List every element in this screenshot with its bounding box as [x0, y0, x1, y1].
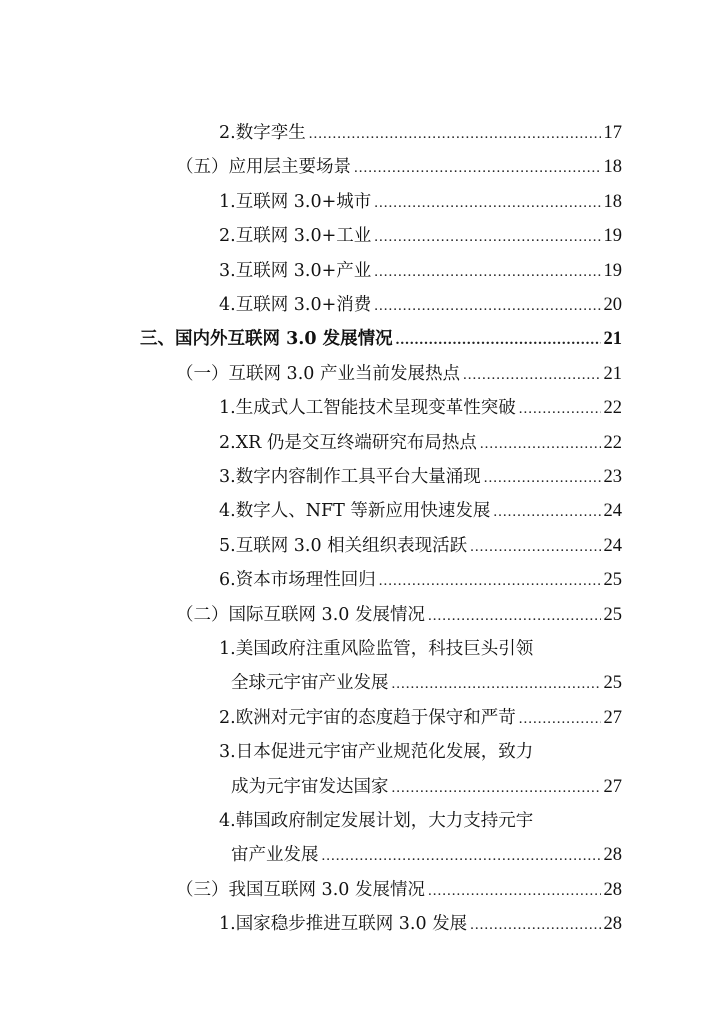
dot-leader: [519, 704, 601, 734]
toc-entry-title: 5.互联网 3.0 相关组织表现活跃: [219, 536, 468, 556]
toc-entry-page: 19: [603, 226, 622, 246]
dot-leader: [374, 188, 600, 218]
toc-entry-page: 17: [603, 123, 622, 143]
toc-entry-title: （一）互联网 3.0 产业当前发展热点: [176, 364, 460, 384]
dot-leader: [493, 497, 600, 527]
dot-leader: [374, 257, 600, 287]
toc-entry-title: 4.韩国政府制定发展计划，大力支持元宇: [219, 811, 534, 831]
toc-entry[interactable]: [219, 187, 622, 217]
toc-entry-title: 2.XR 仍是交互终端研究布局热点: [219, 433, 477, 453]
toc-entry-title: 成为元宇宙发达国家: [231, 777, 389, 797]
toc-entry-page: 28: [603, 880, 622, 900]
toc-entry[interactable]: [219, 428, 622, 458]
toc-entry[interactable]: [219, 290, 622, 320]
toc-entry[interactable]: [219, 393, 622, 423]
toc-entry-page: 24: [603, 536, 622, 556]
toc-entry-page: 25: [603, 570, 622, 590]
toc-entry-page: 21: [603, 364, 622, 384]
toc-entry-title: 全球元宇宙产业发展: [231, 673, 389, 693]
dot-leader: [309, 119, 601, 149]
toc-entry-title: 4.互联网 3.0+消费: [219, 295, 372, 315]
toc-entry-title: 三、国内外互联网 3.0 发展情况: [140, 329, 393, 349]
toc-entry-title: 4.数字人、NFT 等新应用快速发展: [219, 501, 491, 521]
toc-entry-page: 28: [603, 845, 622, 865]
toc-entry[interactable]: [176, 359, 622, 389]
dot-leader: [374, 291, 600, 321]
toc-entry-page: 27: [603, 708, 622, 728]
dot-leader: [379, 566, 601, 596]
toc-entry-page: 18: [603, 192, 622, 212]
toc-entry-title: 1.国家稳步推进互联网 3.0 发展: [219, 914, 468, 934]
dot-leader: [428, 601, 601, 631]
toc-entry-continuation[interactable]: [231, 840, 622, 870]
toc-entry[interactable]: [176, 152, 622, 182]
toc-entry[interactable]: [219, 496, 622, 526]
toc-entry-page: 19: [603, 261, 622, 281]
toc-entry-page: 24: [603, 501, 622, 521]
toc-entry[interactable]: [140, 324, 622, 354]
dot-leader: [392, 669, 601, 699]
toc-entry[interactable]: [176, 600, 622, 630]
toc-entry-page: 25: [603, 605, 622, 625]
toc-entry-page: 23: [603, 467, 622, 487]
toc-entry-page: 22: [603, 398, 622, 418]
toc-entry[interactable]: [219, 221, 622, 251]
dot-leader: [322, 841, 601, 871]
toc-entry-continuation[interactable]: [231, 668, 622, 698]
toc-entry-title: 宙产业发展: [231, 845, 319, 865]
toc-entry[interactable]: [219, 256, 622, 286]
toc-entry[interactable]: [219, 634, 622, 664]
dot-leader: [428, 876, 601, 906]
dot-leader: [470, 910, 600, 940]
toc-entry[interactable]: [176, 875, 622, 905]
dot-leader: [463, 360, 601, 390]
dot-leader: [480, 429, 601, 459]
toc-entry[interactable]: [219, 531, 622, 561]
toc-entry-title: （三）我国互联网 3.0 发展情况: [176, 880, 425, 900]
toc-entry-title: 2.数字孪生: [219, 123, 306, 143]
dot-leader: [374, 222, 600, 252]
toc-entry-title: （二）国际互联网 3.0 发展情况: [176, 605, 425, 625]
toc-entry[interactable]: [219, 909, 622, 939]
toc-entry-title: 1.生成式人工智能技术呈现变革性突破: [219, 398, 516, 418]
dot-leader: [392, 773, 601, 803]
toc-entry[interactable]: [219, 806, 622, 836]
toc-entry-title: 3.互联网 3.0+产业: [219, 261, 372, 281]
toc-entry-title: 3.日本促进元宇宙产业规范化发展，致力: [219, 742, 534, 762]
toc-entry-title: 1.互联网 3.0+城市: [219, 192, 372, 212]
toc-entry-page: 22: [603, 433, 622, 453]
dot-leader: [354, 153, 601, 183]
toc-entry[interactable]: [219, 737, 622, 767]
toc-entry-title: 1.美国政府注重风险监管，科技巨头引领: [219, 639, 534, 659]
dot-leader: [470, 532, 600, 562]
toc-entry[interactable]: [219, 462, 622, 492]
toc-entry-page: 20: [603, 295, 622, 315]
dot-leader: [519, 394, 601, 424]
toc-entry-title: （五）应用层主要场景: [176, 157, 351, 177]
toc-entry[interactable]: [219, 703, 622, 733]
toc-entry-title: 2.互联网 3.0+工业: [219, 226, 372, 246]
dot-leader: [396, 325, 601, 355]
toc-entry-title: 6.资本市场理性回归: [219, 570, 376, 590]
toc-entry[interactable]: [219, 118, 622, 148]
dot-leader: [484, 463, 601, 493]
toc-entry[interactable]: [219, 565, 622, 595]
toc-entry-continuation[interactable]: [231, 772, 622, 802]
toc-entry-page: 21: [603, 329, 622, 349]
toc-entry-page: 18: [603, 157, 622, 177]
toc-entry-page: 28: [603, 914, 622, 934]
toc-entry-title: 2.欧洲对元宇宙的态度趋于保守和严苛: [219, 708, 516, 728]
toc-entry-title: 3.数字内容制作工具平台大量涌现: [219, 467, 481, 487]
toc-entry-page: 25: [603, 673, 622, 693]
toc-entry-page: 27: [603, 777, 622, 797]
